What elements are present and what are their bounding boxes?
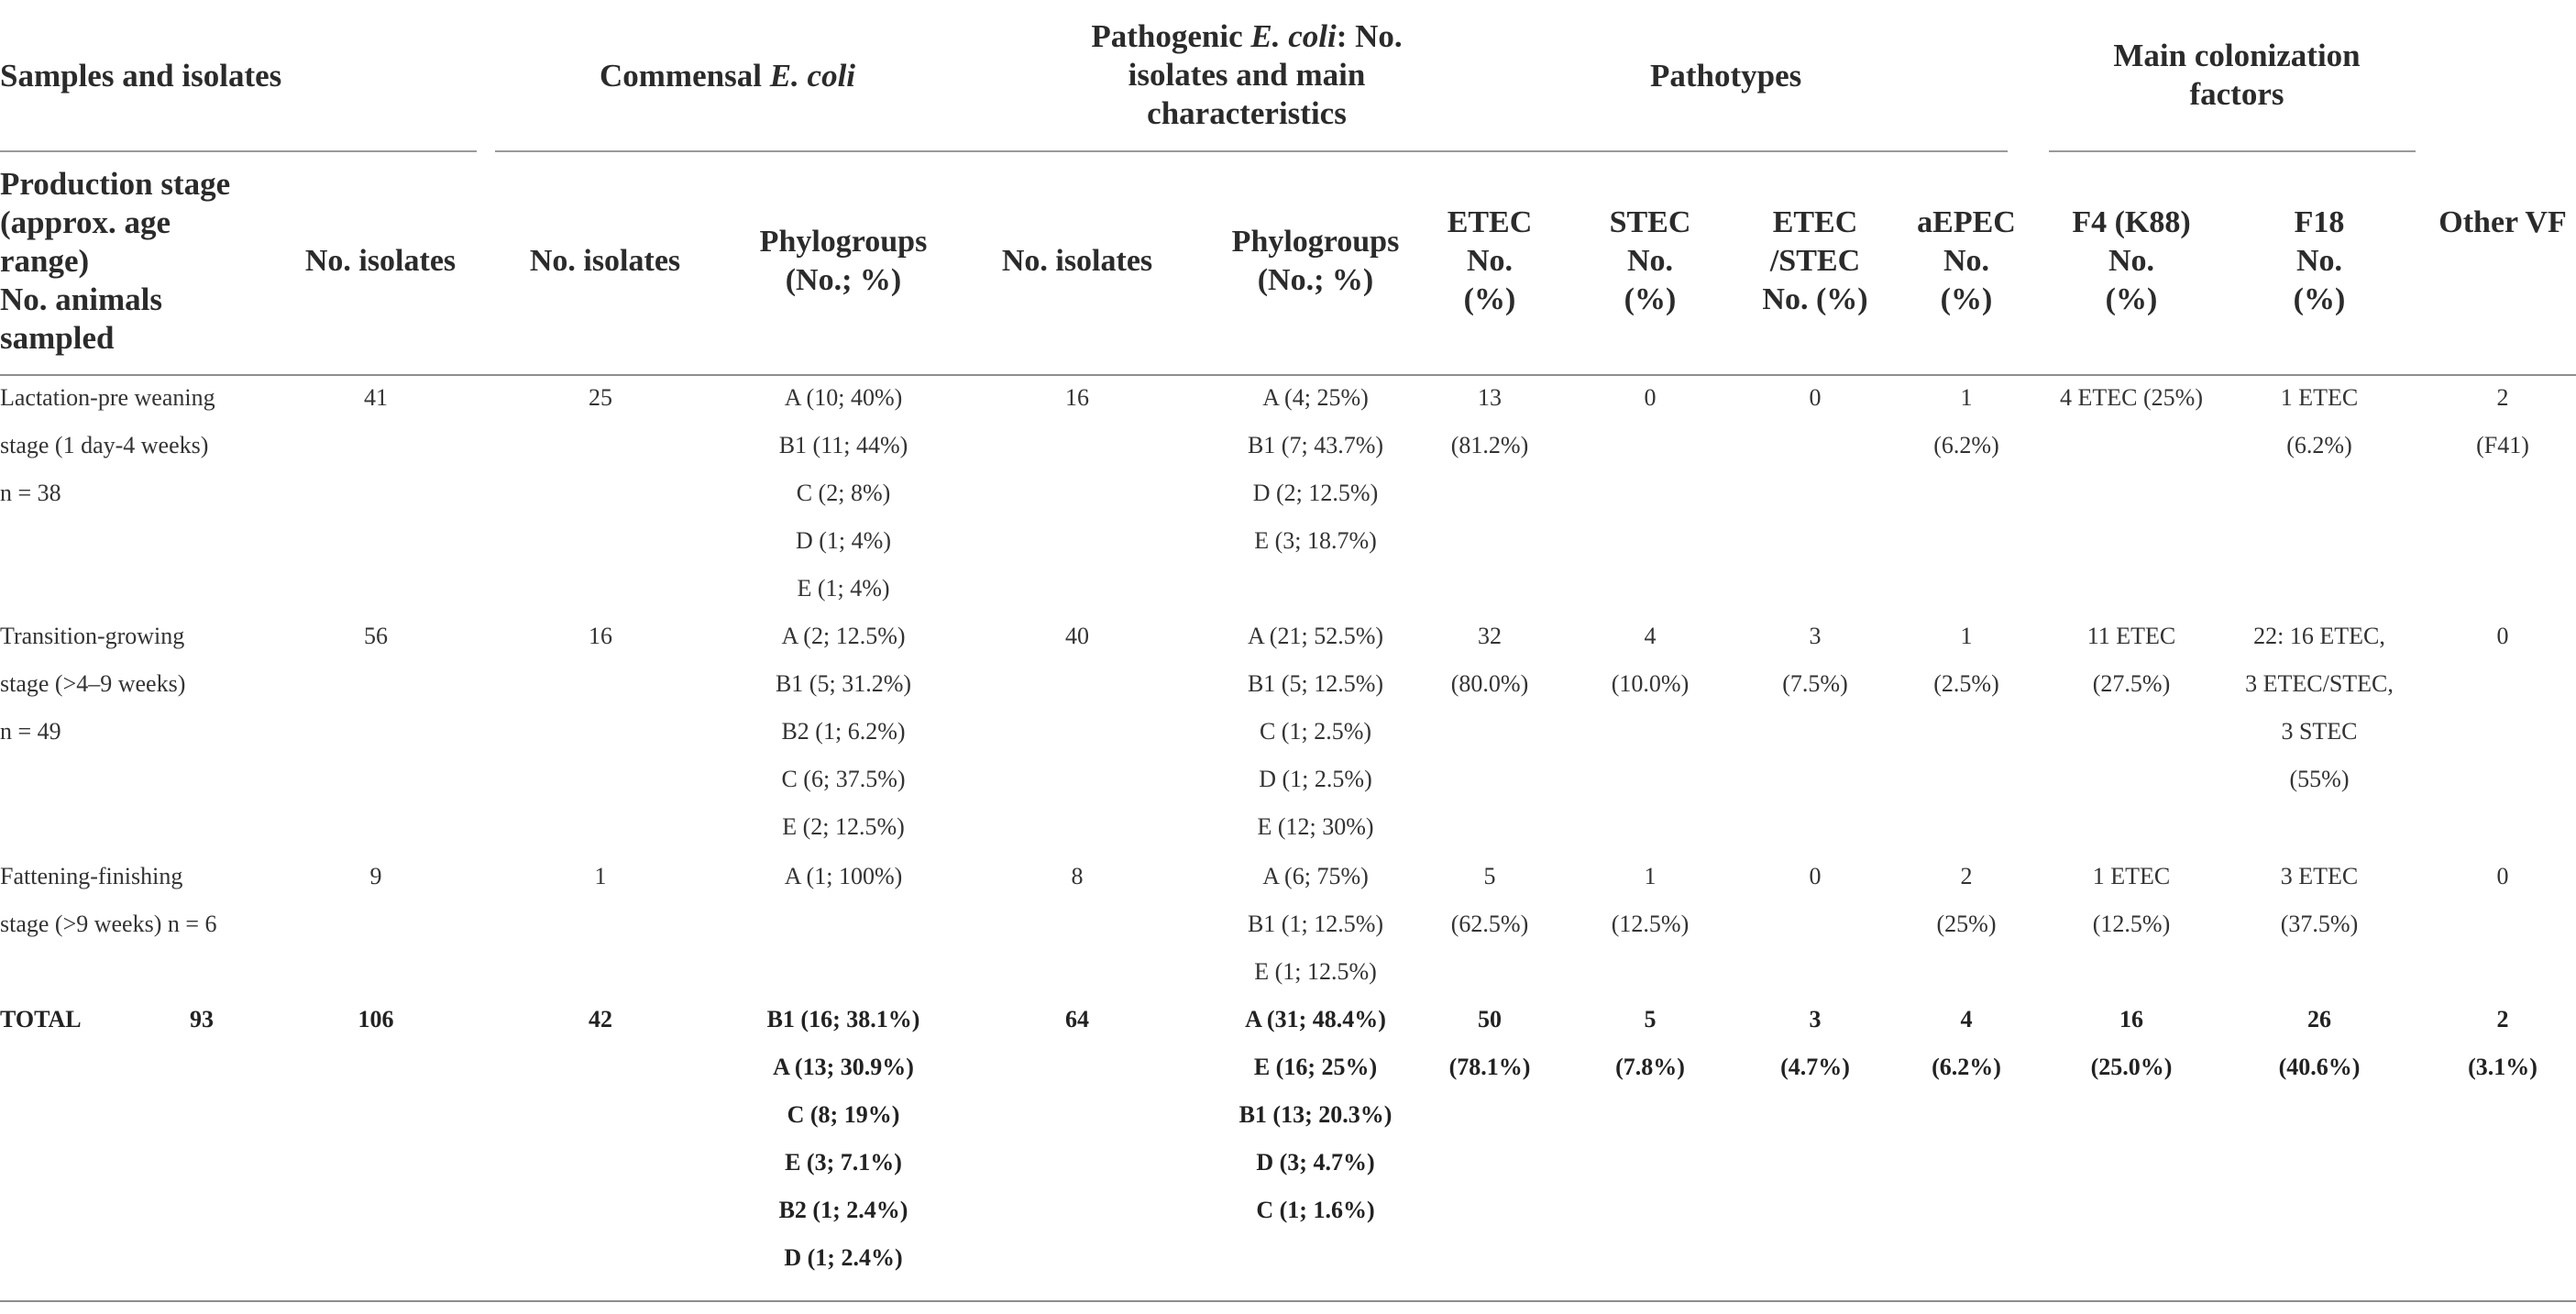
col-commensal-phylogroups: Phylogroups (No.; %) [759,225,928,297]
row3-f18: 3 ETEC (37.5%) [2280,863,2359,937]
row1-f18: 1 ETEC (6.2%) [2280,384,2359,458]
col-f4: F4 (K88) No. (%) [2072,205,2191,316]
row1-etec-stec: 0 [1809,384,1822,411]
row3-etec: 5 (62.5%) [1450,863,1529,937]
row3-f4: 1 ETEC (12.5%) [2092,863,2171,937]
row3-stage: Fattening-finishing stage (>9 weeks) n = 6 [0,863,217,937]
row2-pathogenic-phylo: A (21; 52.5%) B1 (5; 12.5%) C (1; 2.5%) D (1; 2.5%) E (12; 30%) [1247,623,1384,840]
total-animals: 93 [190,1006,214,1032]
row3-commensal-no: 1 [594,863,607,889]
row3-stec: 1 (12.5%) [1611,863,1690,937]
total-etec: 50 (78.1%) [1448,1006,1531,1080]
row3-commensal-phylo: A (1; 100%) [784,863,903,889]
header-pathogenic: Pathogenic E. coli: No. isolates and main characteristics [1091,18,1403,131]
col-commensal-no-isolates: No. isolates [529,244,681,278]
col-production-stage: Production stage (approx. age range) No. animals sampled [0,166,231,356]
total-other-vf: 2 (3.1%) [2468,1006,2537,1080]
col-pathogenic-phylogroups: Phylogroups (No.; %) [1231,225,1400,297]
header-pathotypes: Pathotypes [1650,58,1802,94]
row2-commensal-phylo: A (2; 12.5%) B1 (5; 31.2%) B2 (1; 6.2%) C (6; 37.5%) E (2; 12.5%) [775,623,912,840]
rule-samples [0,150,477,152]
col-other-vf: Other VF [2438,205,2567,239]
row2-pathogenic-no: 40 [1065,623,1089,649]
header-samples-isolates: Samples and isolates [0,58,282,94]
row1-no-isolates: 41 [364,384,388,411]
row1-commensal-no: 25 [589,384,612,411]
row1-stage: Lactation-pre weaning stage (1 day-4 weeks) n = 38 [0,384,215,506]
row2-other-vf: 0 [2496,623,2509,649]
rule-colonization [2049,150,2416,152]
row2-stage: Transition-growing stage (>4–9 weeks) n = 49 [0,623,186,745]
row2-aepec: 1 (2.5%) [1933,623,1999,697]
col-etec: ETEC No. (%) [1447,205,1533,316]
row1-pathogenic-no: 16 [1065,384,1089,411]
row1-aepec: 1 (6.2%) [1933,384,1999,458]
row2-commensal-no: 16 [589,623,612,649]
total-stec: 5 (7.8%) [1615,1006,1685,1080]
rule-commensal-pathotypes [495,150,2008,152]
row1-commensal-phylo: A (10; 40%) B1 (11; 44%) C (2; 8%) D (1; 4%) E (1; 4%) [778,384,908,602]
total-aepec: 4 (6.2%) [1932,1006,2001,1080]
col-etec-stec: ETEC /STEC No. (%) [1762,205,1868,316]
total-etec-stec: 3 (4.7%) [1780,1006,1850,1080]
total-commensal-phylo: B1 (16; 38.1%) A (13; 30.9%) C (8; 19%) E (3; 7.1%) B2 (1; 2.4%) D (1; 2.4%) [766,1006,920,1271]
col-f18: F18 No. (%) [2293,205,2346,316]
total-no-isolates: 106 [358,1006,394,1032]
row2-no-isolates: 56 [364,623,388,649]
row2-etec: 32 (80.0%) [1450,623,1529,697]
total-pathogenic-no: 64 [1065,1006,1089,1032]
row3-aepec: 2 (25%) [1936,863,1997,937]
total-f4: 16 (25.0%) [2090,1006,2173,1080]
row2-f4: 11 ETEC (27.5%) [2086,623,2176,697]
row3-etec-stec: 0 [1809,863,1822,889]
row1-f4: 4 ETEC (25%) [2060,384,2203,411]
col-pathogenic-no-isolates: No. isolates [1001,244,1153,278]
col-stec: STEC No. (%) [1609,205,1691,316]
header-colonization: Main colonization factors [2113,38,2361,112]
row1-stec: 0 [1644,384,1657,411]
row2-etec-stec: 3 (7.5%) [1782,623,1848,697]
row3-pathogenic-no: 8 [1071,863,1084,889]
row2-f18: 22: 16 ETEC, 3 ETEC/STEC, 3 STEC (55%) [2245,623,2394,792]
row3-no-isolates: 9 [369,863,382,889]
row2-stec: 4 (10.0%) [1611,623,1690,697]
row1-pathogenic-phylo: A (4; 25%) B1 (7; 43.7%) D (2; 12.5%) E (3; 18.7%) [1247,384,1384,554]
total-commensal-no: 42 [589,1006,612,1032]
row1-other-vf: 2 (F41) [2476,384,2529,458]
header-commensal: Commensal E. coli [600,58,856,94]
rule-table-bottom [0,1300,2576,1302]
row3-other-vf: 0 [2496,863,2509,889]
total-label: TOTAL [0,1006,82,1032]
total-pathogenic-phylo: A (31; 48.4%) E (16; 25%) B1 (13; 20.3%) D (3; 4.7%) C (1; 1.6%) [1238,1006,1393,1223]
row3-pathogenic-phylo: A (6; 75%) B1 (1; 12.5%) E (1; 12.5%) [1247,863,1384,985]
total-f18: 26 (40.6%) [2278,1006,2361,1080]
row1-etec: 13 (81.2%) [1450,384,1529,458]
col-aepec: aEPEC No. (%) [1917,205,2016,316]
col-no-isolates: No. isolates [304,244,457,278]
